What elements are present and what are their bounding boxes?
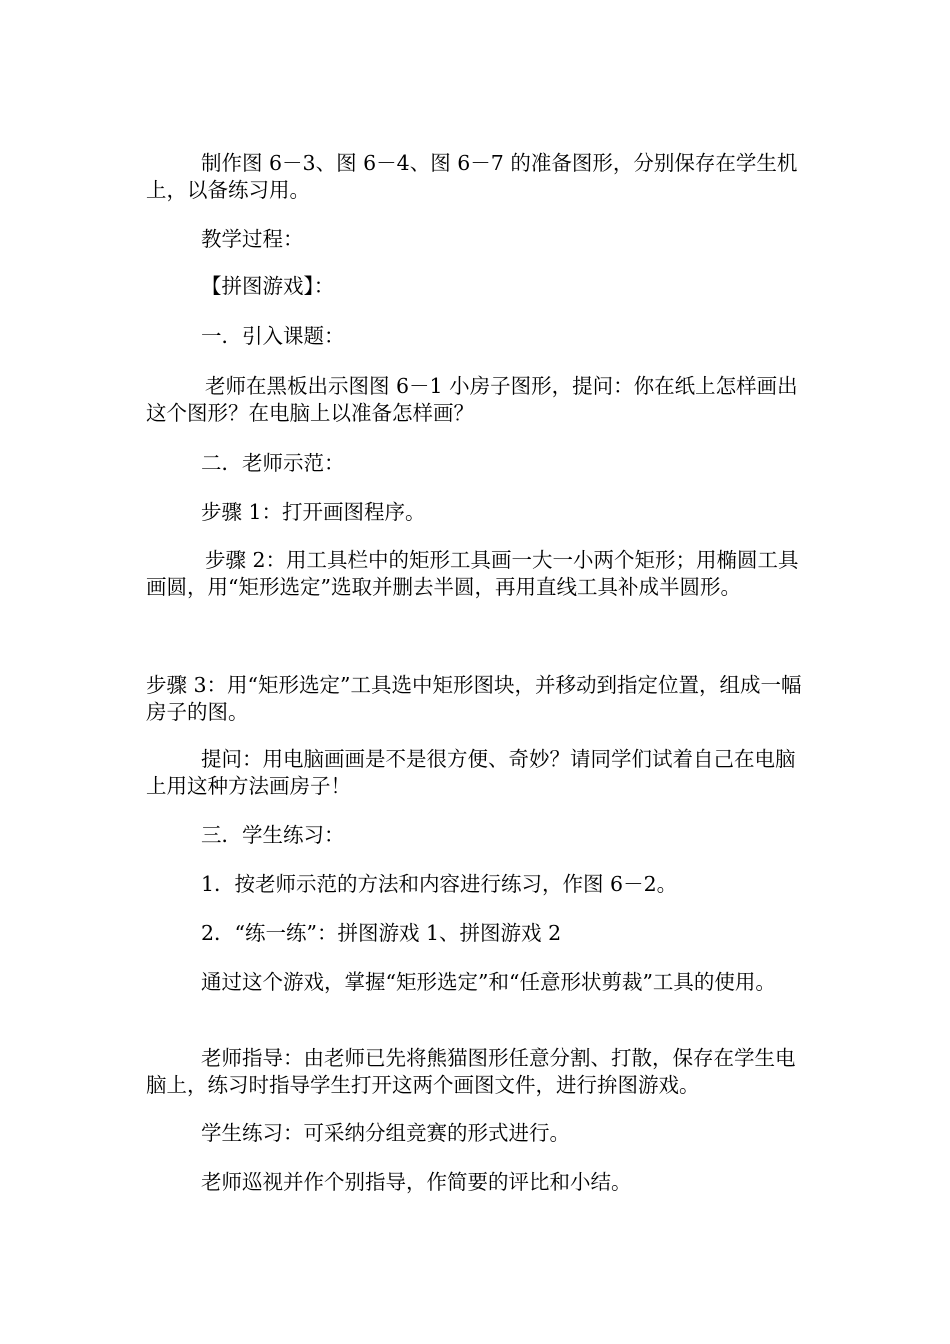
paragraph-teaching-process: 教学过程： <box>201 227 304 251</box>
paragraph-puzzle-heading: 【拼图游戏】： <box>201 274 335 298</box>
paragraph-section-2: 二．老师示范： <box>201 451 345 475</box>
paragraph-question: 提问：用电脑画画是不是很方便、奇妙？请同学们试着自己在电脑上用这种方法画房子！ <box>146 747 796 798</box>
paragraph-section-1: 一．引入课题： <box>201 324 345 348</box>
paragraph-section-3: 三．学生练习： <box>201 823 345 847</box>
paragraph-step-3: 步骤 3：用“矩形选定”工具选中矩形图块，并移动到指定位置，组成一幅房子的图。 <box>146 673 802 724</box>
paragraph-intro-question: 老师在黑板出示图图 6－1 小房子图形，提问：你在纸上怎样画出这个图形？在电脑上以准备怎样画？ <box>146 374 798 425</box>
paragraph-step-1: 步骤 1：打开画图程序。 <box>201 500 426 524</box>
paragraph-exercise-2: 2．“练一练”：拼图游戏 1、拼图游戏 2 <box>201 921 562 945</box>
paragraph-teacher-review: 老师巡视并作个别指导，作简要的评比和小结。 <box>201 1170 632 1194</box>
paragraph-game-goal: 通过这个游戏，掌握“矩形选定”和“任意形状剪裁”工具的使用。 <box>201 970 776 994</box>
paragraph-step-2: 步骤 2：用工具栏中的矩形工具画一大一小两个矩形；用椭圆工具画圆，用“矩形选定”选取并删去半圆，再用直线工具补成半圆形。 <box>146 548 799 599</box>
paragraph-teacher-guidance: 老师指导：由老师已先将熊猫图形任意分割、打散，保存在学生电脑上，练习时指导学生打开这两个画图文件，进行拚图游戏。 <box>146 1046 796 1097</box>
paragraph-student-practice: 学生练习：可采纳分组竞赛的形式进行。 <box>201 1121 570 1145</box>
paragraph-exercise-1: 1．按老师示范的方法和内容进行练习，作图 6－2。 <box>201 872 678 896</box>
paragraph-preparation: 制作图 6－3、图 6－4、图 6－7 的准备图形，分别保存在学生机上，以备练习用。 <box>146 151 798 202</box>
